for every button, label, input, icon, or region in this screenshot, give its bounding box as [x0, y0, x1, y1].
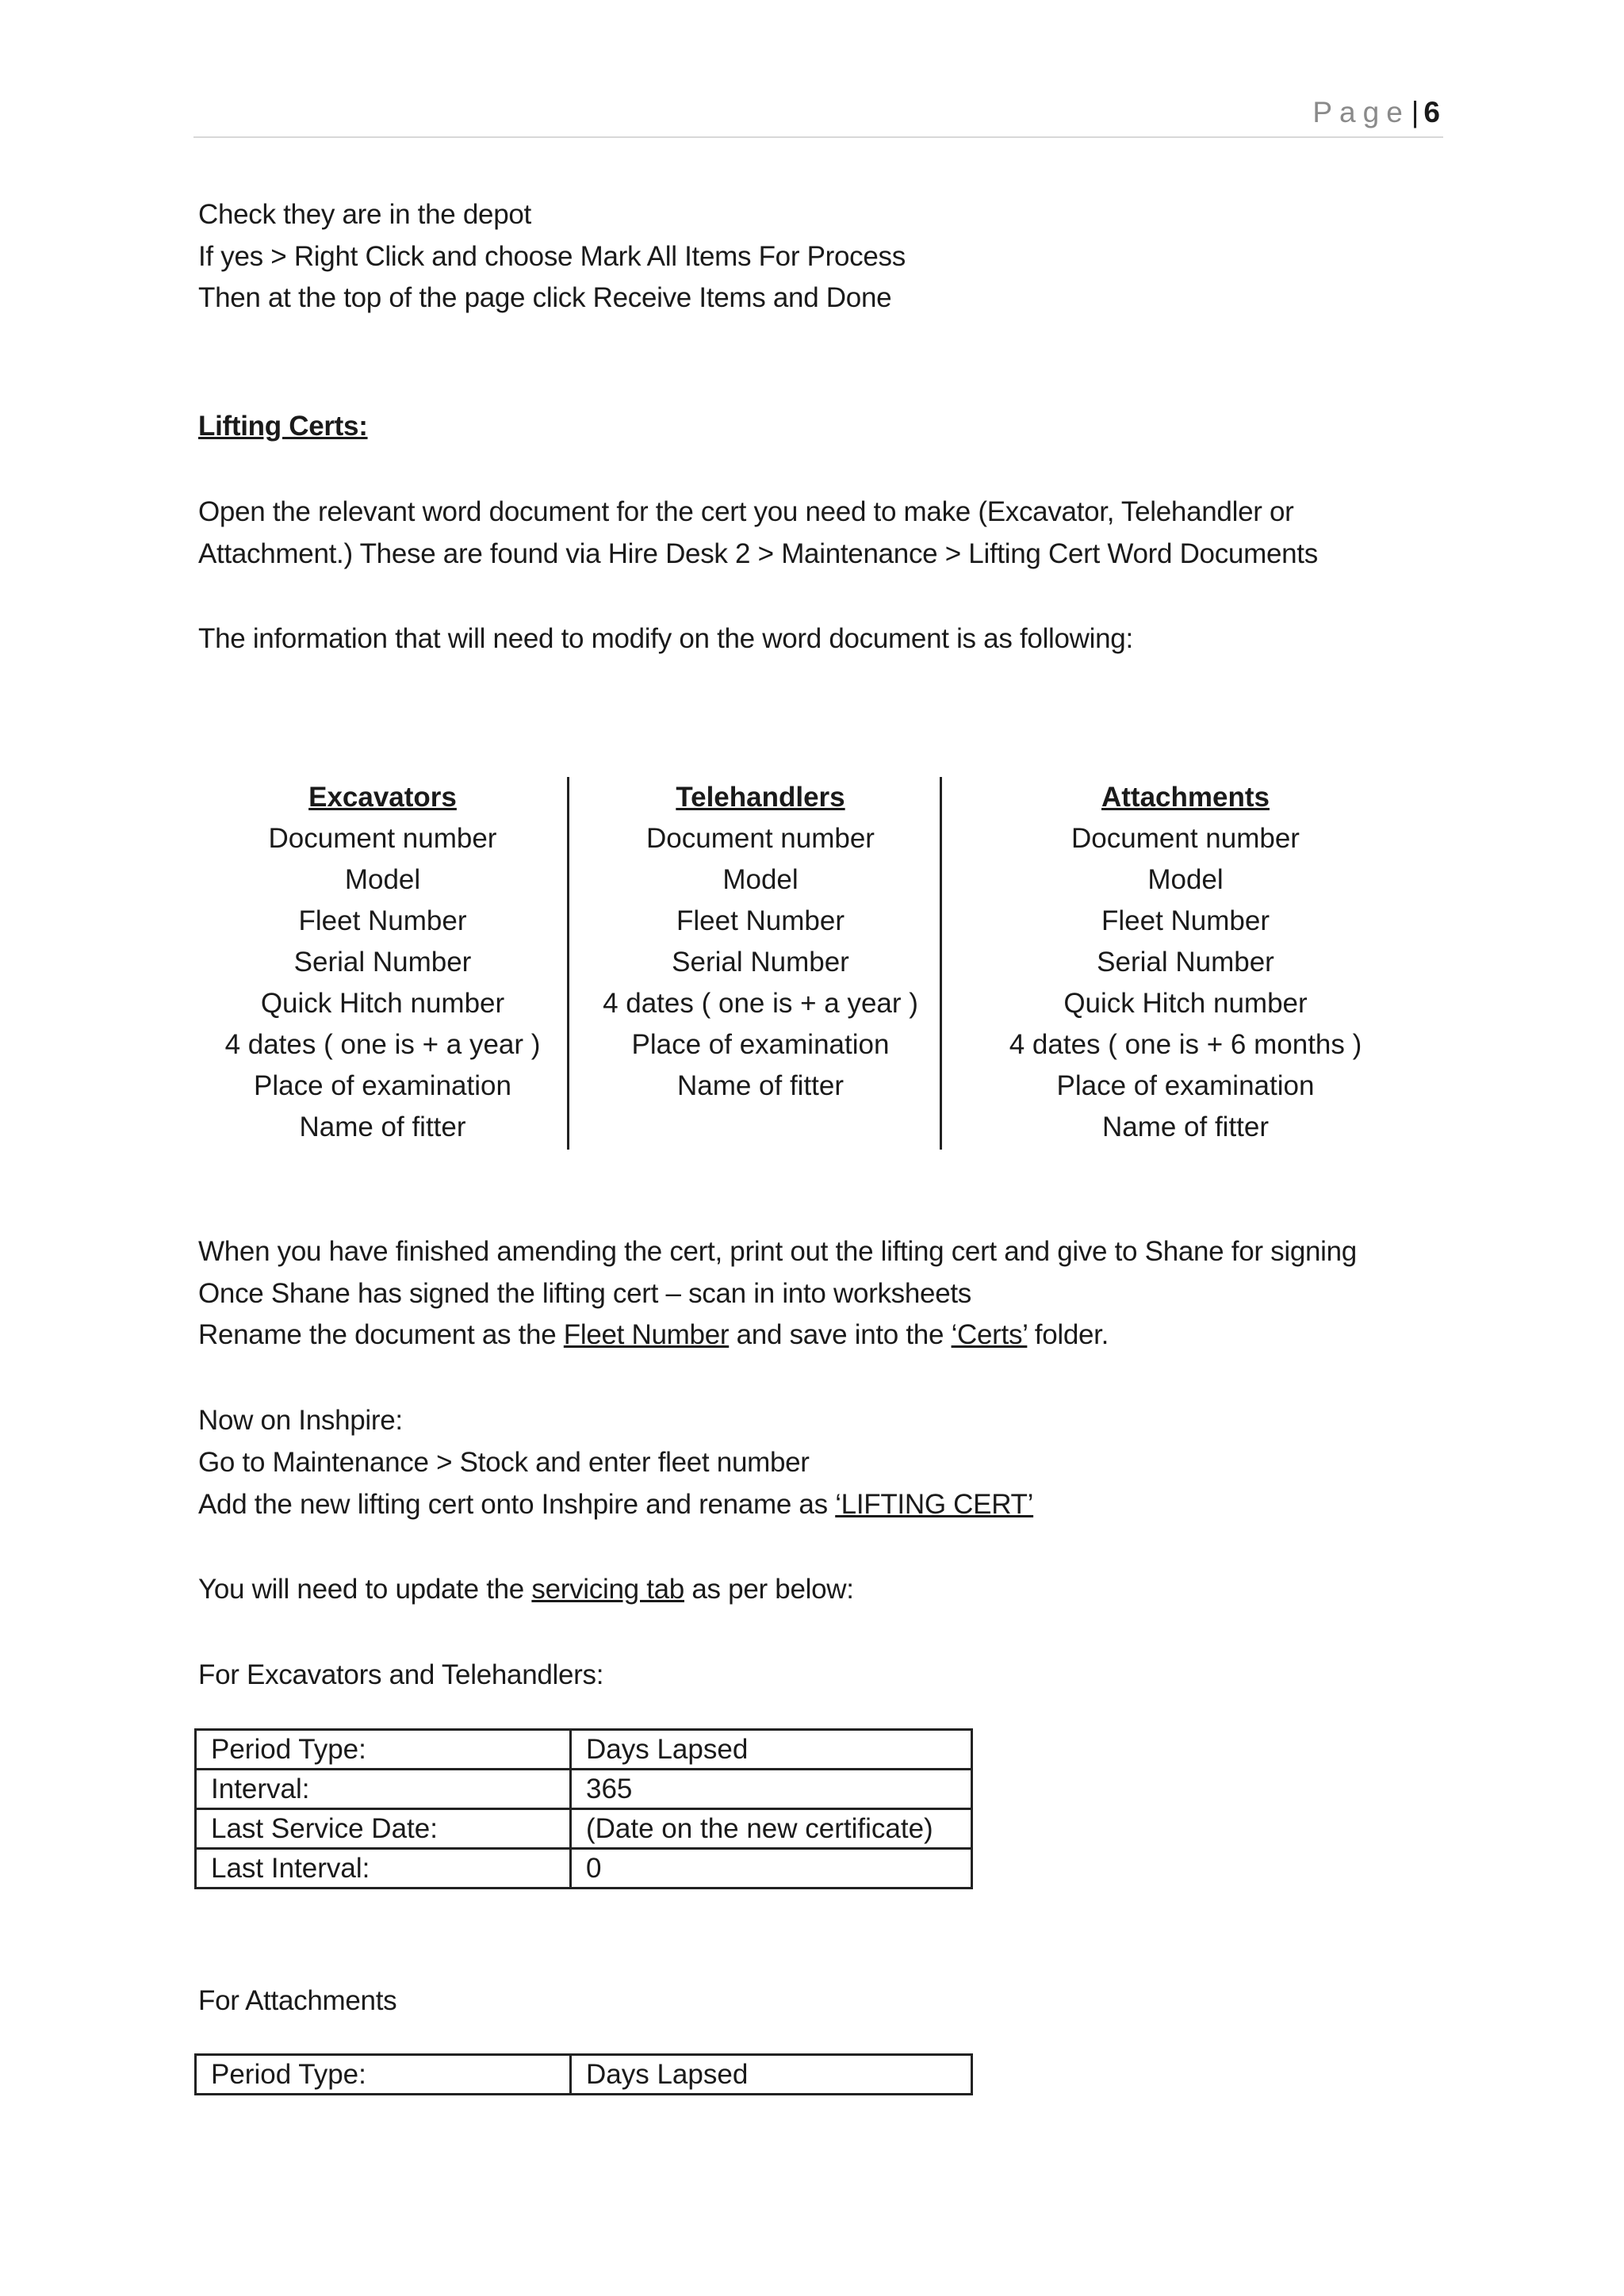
table-key: Last Service Date: [196, 1809, 571, 1849]
table-key: Period Type: [196, 1730, 571, 1770]
column-item: 4 dates ( one is + a year ) [224, 1029, 541, 1060]
info-intro: The information that will need to modify on the word document is as following: [198, 623, 1133, 654]
column-item: Name of fitter [299, 1112, 466, 1142]
attachments-label: For Attachments [198, 1985, 397, 2016]
intro-line-1: Check they are in the depot [198, 199, 531, 230]
column-divider [940, 777, 942, 1150]
column-divider [567, 777, 569, 1150]
column-item: Document number [646, 823, 875, 854]
page-separator: | [1411, 96, 1419, 128]
excavators-heading: Excavators [308, 782, 457, 813]
inshpire-text-pre: Add the new lifting cert onto Inshpire and rename as [198, 1489, 836, 1520]
telehandlers-column [573, 777, 948, 1107]
page-word: Page [1312, 96, 1410, 128]
intro-line-2: If yes > Right Click and choose Mark All Items For Process [198, 241, 906, 272]
telehandlers-heading: Telehandlers [676, 782, 845, 813]
servicing-text-pre: You will need to update the [198, 1574, 532, 1605]
column-item: Model [344, 864, 421, 895]
column-item: Fleet Number [298, 905, 467, 936]
page-number: 6 [1423, 96, 1440, 128]
table-key: Period Type: [196, 2055, 571, 2095]
servicing-table-attachments [194, 2053, 973, 2095]
column-item: Serial Number [1097, 947, 1274, 978]
column-item: Fleet Number [676, 905, 845, 936]
table-value: (Date on the new certificate) [571, 1809, 972, 1849]
exc-tel-label: For Excavators and Telehandlers: [198, 1659, 604, 1690]
column-item: Place of examination [254, 1070, 511, 1101]
table-row [196, 2055, 972, 2095]
column-item: Name of fitter [676, 1070, 845, 1101]
attachments-heading: Attachments [1101, 782, 1270, 813]
table-key: Last Interval: [196, 1849, 571, 1888]
rename-text-mid: and save into the [729, 1319, 952, 1350]
table-value: Days Lapsed [571, 2055, 972, 2095]
page-header [193, 94, 1443, 138]
rename-text-pre: Rename the document as the [198, 1319, 564, 1350]
after-cert-line-1: When you have finished amending the cert, print out the lifting cert and give to Shane for signing [198, 1236, 1357, 1267]
column-item: Serial Number [293, 947, 472, 978]
table-value: Days Lapsed [571, 1730, 972, 1770]
column-item: Fleet Number [1101, 905, 1270, 936]
column-item: Place of examination [631, 1029, 890, 1060]
section-heading: Lifting Certs: [198, 411, 368, 442]
certs-folder-underlined: ‘Certs’ [951, 1319, 1028, 1350]
open-doc-line-2: Attachment.) These are found via Hire Desk 2 > Maintenance > Lifting Cert Word Documents [198, 538, 1318, 569]
lifting-cert-underlined: ‘LIFTING CERT’ [835, 1489, 1034, 1520]
attachments-column [948, 777, 1423, 1148]
inshpire-line-2: Go to Maintenance > Stock and enter fleet number [198, 1447, 810, 1478]
column-item: Place of examination [1056, 1070, 1315, 1101]
table-row [196, 1849, 972, 1888]
excavators-column [198, 777, 567, 1148]
page-number-label [1312, 94, 1440, 132]
inshpire-line-1: Now on Inshpire: [198, 1405, 403, 1436]
column-item: Quick Hitch number [1063, 988, 1308, 1019]
open-doc-line-1: Open the relevant word document for the cert you need to make (Excavator, Telehandler or [198, 496, 1294, 527]
table-row [196, 1770, 972, 1809]
column-item: 4 dates ( one is + a year ) [603, 988, 918, 1019]
after-cert-line-2: Once Shane has signed the lifting cert – scan in into worksheets [198, 1278, 971, 1309]
column-item: Serial Number [672, 947, 849, 978]
column-item: Document number [268, 823, 497, 854]
table-value: 0 [571, 1849, 972, 1888]
column-item: 4 dates ( one is + 6 months ) [1009, 1029, 1362, 1060]
table-row [196, 1730, 972, 1770]
rename-text-post: folder. [1027, 1319, 1109, 1350]
inshpire-line-3 [198, 1484, 1033, 1525]
table-key: Interval: [196, 1770, 571, 1809]
cert-fields-columns [198, 777, 1419, 1150]
table-value: 365 [571, 1770, 972, 1809]
servicing-table-excavators-telehandlers [194, 1728, 973, 1889]
intro-line-3: Then at the top of the page click Receive Items and Done [198, 282, 892, 313]
table-row [196, 1809, 972, 1849]
column-item: Name of fitter [1101, 1112, 1270, 1142]
column-item: Quick Hitch number [260, 988, 505, 1019]
column-item: Document number [1071, 823, 1300, 854]
fleet-number-underlined: Fleet Number [563, 1319, 730, 1350]
column-item: Model [722, 864, 799, 895]
servicing-tab-underlined: servicing tab [531, 1574, 684, 1605]
column-item: Model [1147, 864, 1224, 895]
after-cert-line-3 [198, 1314, 1109, 1356]
servicing-line [198, 1569, 854, 1610]
servicing-text-post: as per below: [684, 1574, 854, 1605]
